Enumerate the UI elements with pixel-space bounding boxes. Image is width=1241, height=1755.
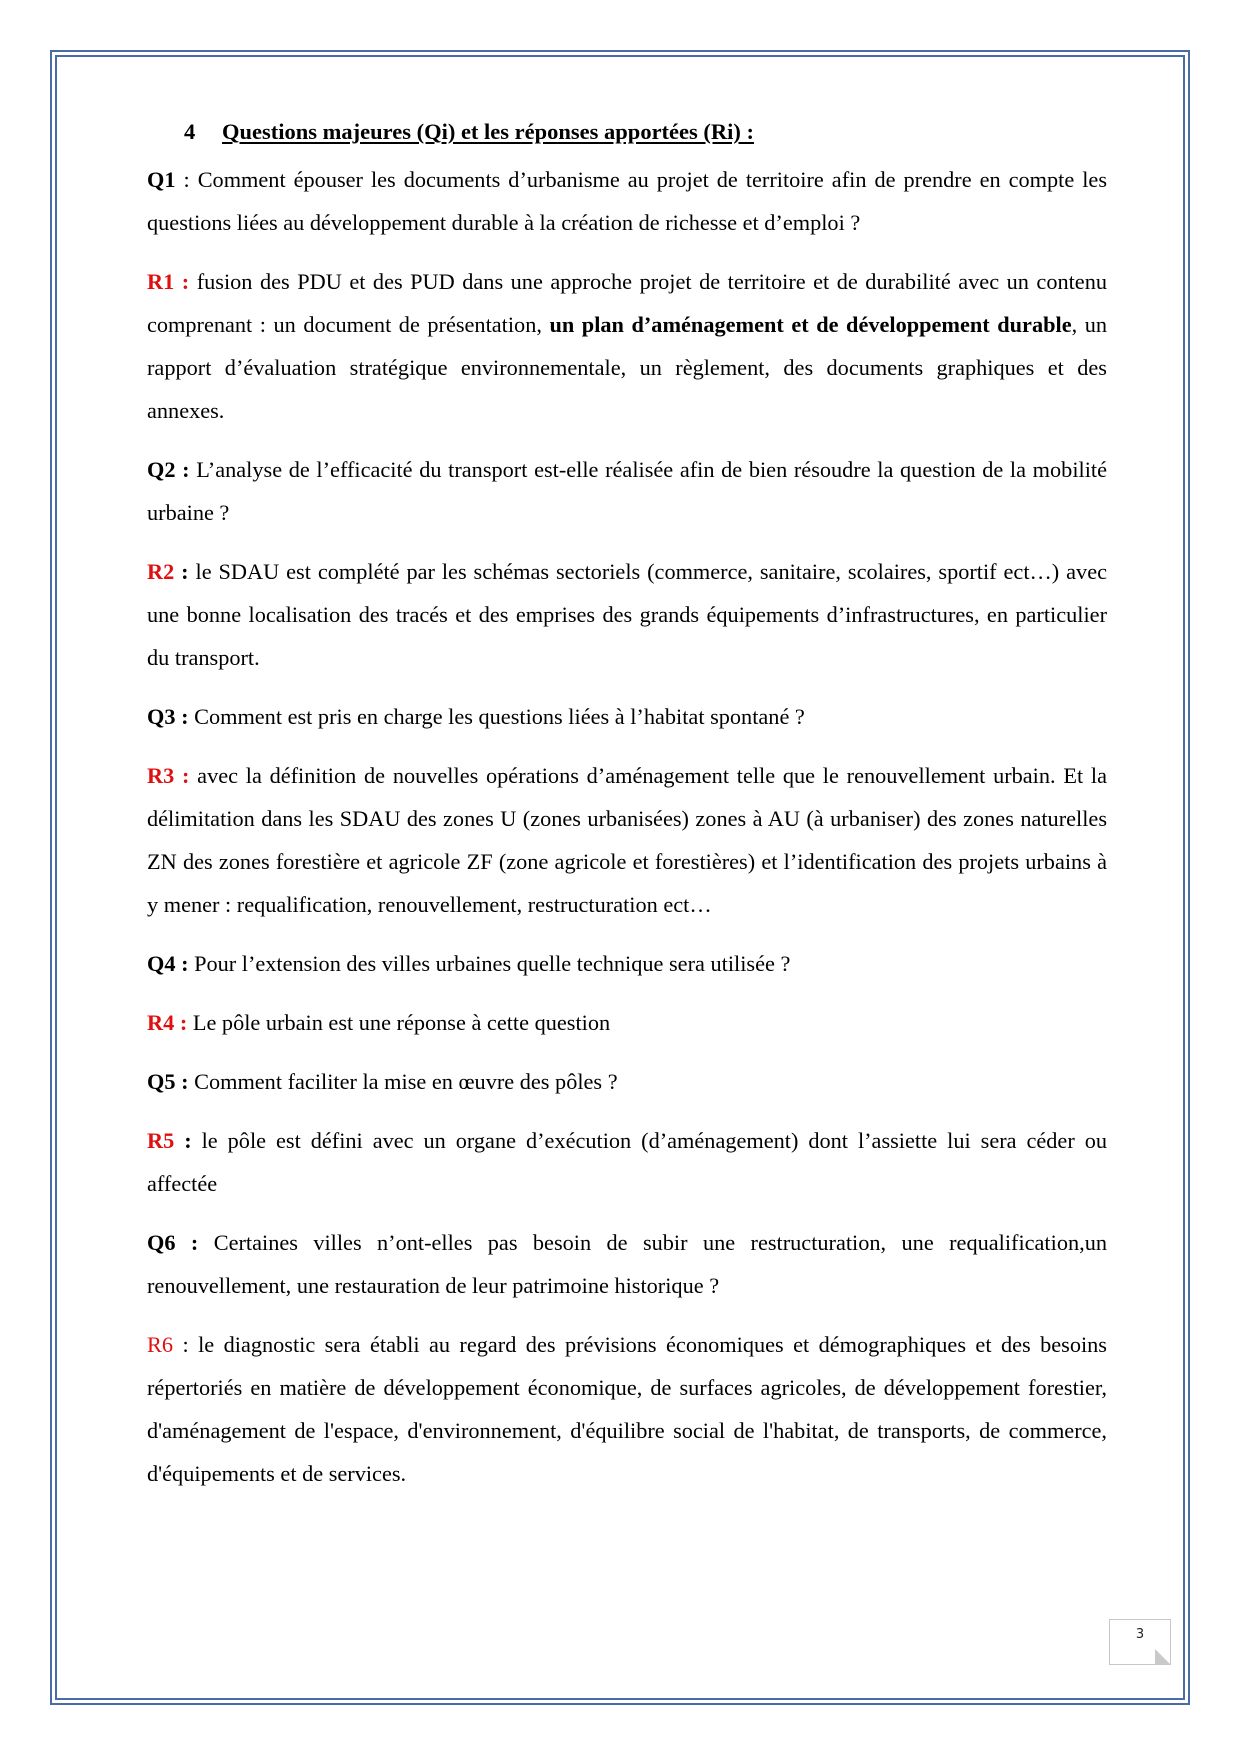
page-curl-icon (1155, 1649, 1171, 1665)
question-text: L’analyse de l’efficacité du transport est-elle réalisée afin de bien résoudre la question de la mobilité urbaine ? (147, 457, 1107, 525)
question-q6 (147, 1221, 1107, 1307)
question-text: Comment faciliter la mise en œuvre des pôles ? (188, 1069, 618, 1094)
question-label: Q4 (147, 951, 176, 976)
response-r5 (147, 1119, 1107, 1205)
question-text: Pour l’extension des villes urbaines quelle technique sera utilisée ? (188, 951, 791, 976)
response-text: le diagnostic sera établi au regard des prévisions économiques et démographiques et des besoins répertoriés en matière de développement économique, de surfaces agricoles, de développement forestier, d'aménagement de l'espace, d'environnement, d'équilibre social de l'habitat, de transports, de commerce, d'équipements et de services. (147, 1332, 1107, 1486)
response-label: R1 (147, 269, 175, 294)
question-label: Q5 (147, 1069, 176, 1094)
response-r1 (147, 260, 1107, 432)
response-r3 (147, 754, 1107, 926)
question-q1 (147, 158, 1107, 244)
separator: : (174, 763, 190, 788)
response-label: R5 (147, 1128, 175, 1153)
question-q5 (147, 1060, 1107, 1103)
response-label: R6 (147, 1332, 174, 1357)
response-text-after: , un rapport d’évaluation stratégique environnementale, un règlement, des documents graphiques et des annexes. (147, 312, 1107, 423)
response-label: R2 (147, 559, 175, 584)
response-text: fusion des PDU et des PUD dans une approche projet de territoire et de durabilité avec un contenu comprenant : un document de présentation, (147, 269, 1108, 337)
separator: : (174, 269, 190, 294)
response-r2 (147, 550, 1107, 679)
separator: : (174, 559, 189, 584)
question-text: Certaines villes n’ont-elles pas besoin de subir une restructuration, une requalification,un renouvellement, une restauration de leur patrimoine historique ? (147, 1230, 1107, 1298)
section-title: Questions majeures (Qi) et les réponses apportées (Ri) : (222, 119, 755, 144)
separator: : (174, 1128, 192, 1153)
separator: : (175, 1230, 199, 1255)
separator: : (175, 704, 189, 729)
response-r4 (147, 1001, 1107, 1044)
section-number: 4 (184, 119, 196, 144)
separator: : (175, 167, 198, 192)
question-label: Q2 (147, 457, 176, 482)
separator: : (173, 1332, 189, 1357)
response-text: avec la définition de nouvelles opérations d’aménagement telle que le renouvellement urbain. Et la délimitation dans les SDAU des zones U (zones urbanisées) zones à AU (à urbaniser) des zones naturelles ZN des zones forestière et agricole ZF (zone agricole et forestières) et l’identification des projets urbains à y mener : requalification, renouvellement, restructuration ect… (147, 763, 1107, 917)
question-q3 (147, 695, 1107, 738)
question-label: Q3 (147, 704, 176, 729)
page-number-box (1109, 1619, 1171, 1665)
question-text: Comment épouser les documents d’urbanisme au projet de territoire afin de prendre en compte les questions liées au développement durable à la création de richesse et d’emploi ? (147, 167, 1108, 235)
question-label: Q6 (147, 1230, 176, 1255)
question-label: Q1 (147, 167, 176, 192)
document-body (147, 158, 1107, 1511)
page-number: 3 (1135, 1627, 1145, 1642)
separator: : (174, 1010, 188, 1035)
response-text: le pôle est défini avec un organe d’exécution (d’aménagement) dont l’assiette lui sera céder ou affectée (147, 1128, 1108, 1196)
response-r6 (147, 1323, 1107, 1495)
question-q4 (147, 942, 1107, 985)
response-bold-text: un plan d’aménagement et de développement durable (549, 312, 1072, 337)
response-text: le SDAU est complété par les schémas sectoriels (commerce, sanitaire, scolaires, sportif ect…) avec une bonne localisation des tracés et des emprises des grands équipements d’infrastructures, en particulier du transport. (147, 559, 1107, 670)
question-text: Comment est pris en charge les questions liées à l’habitat spontané ? (188, 704, 805, 729)
section-heading (184, 117, 754, 147)
separator: : (175, 457, 190, 482)
separator: : (175, 951, 189, 976)
response-label: R3 (147, 763, 175, 788)
separator: : (175, 1069, 189, 1094)
response-text: Le pôle urbain est une réponse à cette question (187, 1010, 611, 1035)
question-q2 (147, 448, 1107, 534)
response-label: R4 (147, 1010, 175, 1035)
